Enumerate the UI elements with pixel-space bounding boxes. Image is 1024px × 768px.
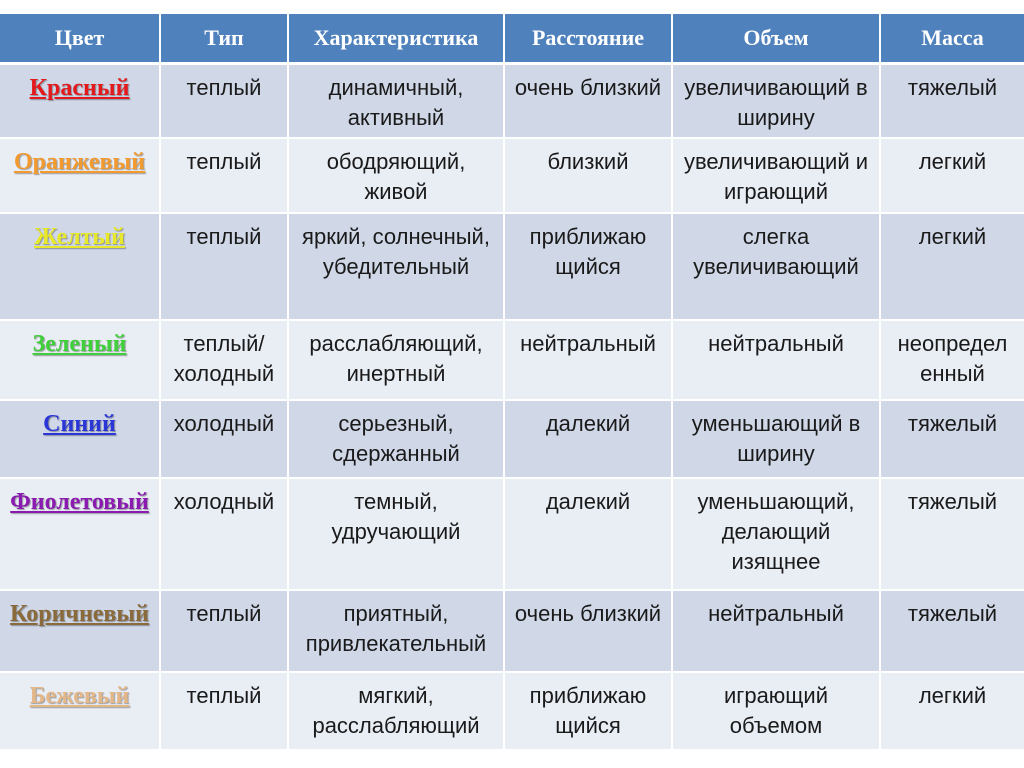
table-row bbox=[0, 400, 1024, 478]
characteristic-cell: приятный, привлекательный bbox=[288, 590, 504, 672]
top-band bbox=[0, 0, 1024, 14]
type-cell: теплый bbox=[160, 64, 288, 138]
type-cell: теплый bbox=[160, 672, 288, 750]
table-row bbox=[0, 672, 1024, 750]
type-cell: теплый bbox=[160, 213, 288, 320]
volume-cell: уменьшающий, делающий изящнее bbox=[672, 478, 880, 590]
distance-cell: приближаю щийся bbox=[504, 213, 672, 320]
color-name-cell: Коричневый bbox=[0, 590, 160, 672]
header-row bbox=[0, 14, 1024, 64]
mass-cell: тяжелый bbox=[880, 400, 1024, 478]
volume-cell: слегка увеличивающий bbox=[672, 213, 880, 320]
distance-cell: очень близкий bbox=[504, 590, 672, 672]
color-properties-table bbox=[0, 14, 1024, 751]
type-cell: холодный bbox=[160, 478, 288, 590]
header-characteristic: Характеристика bbox=[288, 14, 504, 64]
table-row bbox=[0, 138, 1024, 213]
color-name-cell: Желтый bbox=[0, 213, 160, 320]
characteristic-cell: мягкий, расслабляющий bbox=[288, 672, 504, 750]
header-distance: Расстояние bbox=[504, 14, 672, 64]
volume-cell: увеличивающий и играющий bbox=[672, 138, 880, 213]
distance-cell: приближаю щийся bbox=[504, 672, 672, 750]
color-name-cell: Оранжевый bbox=[0, 138, 160, 213]
mass-cell: тяжелый bbox=[880, 64, 1024, 138]
table-row bbox=[0, 64, 1024, 138]
color-name-cell: Зеленый bbox=[0, 320, 160, 400]
table-body bbox=[0, 64, 1024, 750]
table-header bbox=[0, 14, 1024, 64]
volume-cell: играющий объемом bbox=[672, 672, 880, 750]
table-row bbox=[0, 213, 1024, 320]
characteristic-cell: темный, удручающий bbox=[288, 478, 504, 590]
volume-cell: нейтральный bbox=[672, 590, 880, 672]
color-name-cell: Фиолетовый bbox=[0, 478, 160, 590]
volume-cell: уменьшающий в ширину bbox=[672, 400, 880, 478]
characteristic-cell: расслабляющий, инертный bbox=[288, 320, 504, 400]
mass-cell: легкий bbox=[880, 138, 1024, 213]
characteristic-cell: серьезный, сдержанный bbox=[288, 400, 504, 478]
header-color: Цвет bbox=[0, 14, 160, 64]
header-volume: Объем bbox=[672, 14, 880, 64]
color-name-cell: Красный bbox=[0, 64, 160, 138]
characteristic-cell: ободряющий, живой bbox=[288, 138, 504, 213]
characteristic-cell: яркий, солнечный, убедительный bbox=[288, 213, 504, 320]
distance-cell: очень близкий bbox=[504, 64, 672, 138]
volume-cell: увеличивающий в ширину bbox=[672, 64, 880, 138]
table-row bbox=[0, 320, 1024, 400]
color-name-cell: Бежевый bbox=[0, 672, 160, 750]
volume-cell: нейтральный bbox=[672, 320, 880, 400]
table-row bbox=[0, 590, 1024, 672]
table-row bbox=[0, 478, 1024, 590]
type-cell: теплый bbox=[160, 138, 288, 213]
type-cell: теплый/ холодный bbox=[160, 320, 288, 400]
distance-cell: далекий bbox=[504, 400, 672, 478]
color-name-cell: Синий bbox=[0, 400, 160, 478]
distance-cell: близкий bbox=[504, 138, 672, 213]
mass-cell: легкий bbox=[880, 672, 1024, 750]
distance-cell: далекий bbox=[504, 478, 672, 590]
header-mass: Масса bbox=[880, 14, 1024, 64]
type-cell: теплый bbox=[160, 590, 288, 672]
type-cell: холодный bbox=[160, 400, 288, 478]
header-type: Тип bbox=[160, 14, 288, 64]
characteristic-cell: динамичный, активный bbox=[288, 64, 504, 138]
mass-cell: легкий bbox=[880, 213, 1024, 320]
mass-cell: тяжелый bbox=[880, 590, 1024, 672]
mass-cell: тяжелый bbox=[880, 478, 1024, 590]
distance-cell: нейтральный bbox=[504, 320, 672, 400]
mass-cell: неопредел енный bbox=[880, 320, 1024, 400]
